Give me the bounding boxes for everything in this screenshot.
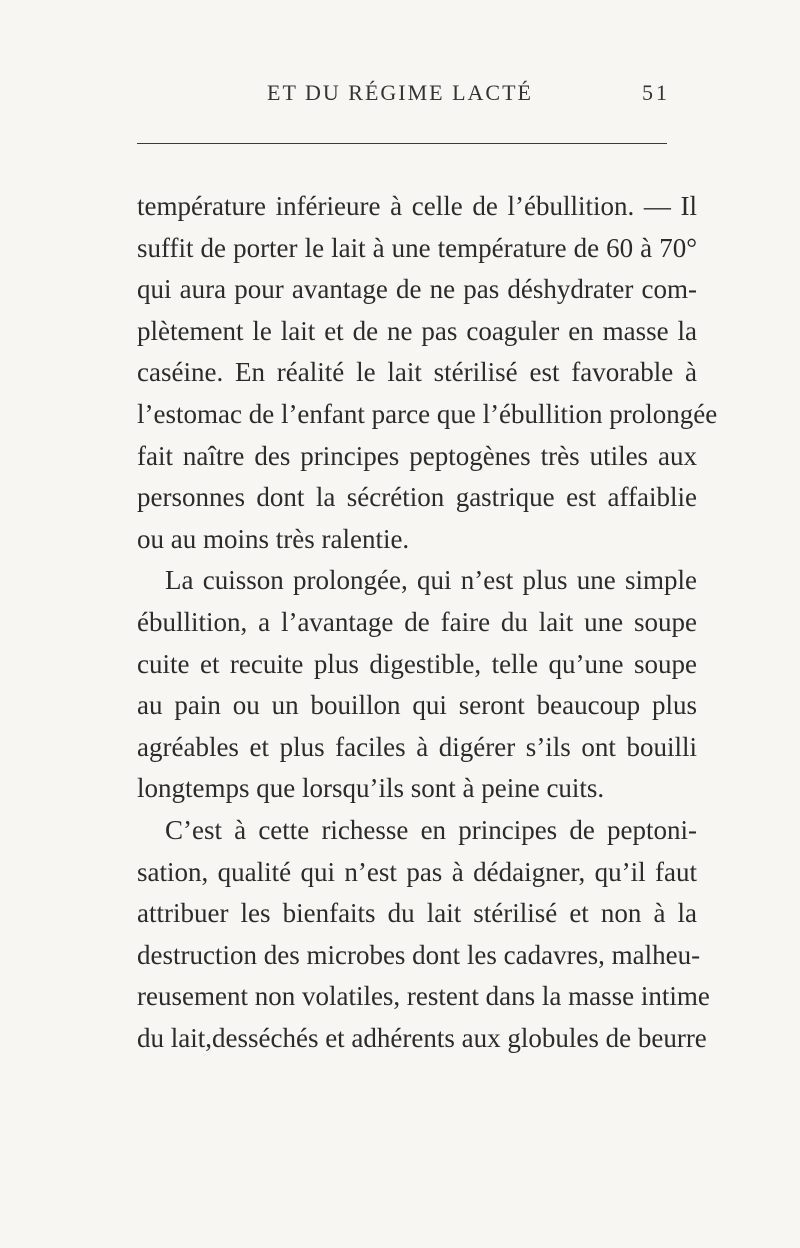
text-line: personnes dont la sécrétion gastrique est affaiblie [137, 482, 697, 513]
text-line: C’est à cette richesse en principes de peptoni- [165, 814, 697, 845]
text-line: cuite et recuite plus digestible, telle qu’une soupe [137, 648, 697, 679]
text-line: agréables et plus faciles à digérer s’ils ont bouilli [137, 731, 697, 762]
page-header [0, 80, 800, 114]
text-line: reusement non volatiles, restent dans la masse intime [137, 981, 710, 1012]
text-line: suffit de porter le lait à une température de 60 à 70° [137, 232, 697, 263]
text-line: sation, qualité qui n’est pas à dédaigner, qu’il faut [137, 856, 697, 887]
running-head: ET DU RÉGIME LACTÉ [267, 80, 533, 105]
text-line: température inférieure à celle de l’ébullition. — Il [137, 191, 697, 221]
text-line: au pain ou un bouillon qui seront beaucoup plus [137, 690, 697, 721]
text-line: plètement le lait et de ne pas coaguler en masse la [137, 315, 697, 346]
text-line: l’estomac de l’enfant parce que l’ébullition prolongée [137, 398, 718, 429]
header-rule [137, 143, 667, 144]
text-line: fait naître des principes peptogènes très utiles aux [137, 440, 697, 471]
page-number: 51 [642, 80, 670, 105]
text-line: attribuer les bienfaits du lait stérilisé et non à la [137, 898, 697, 929]
text-line: longtemps que lorsqu’ils sont à peine cuits. [137, 773, 605, 804]
text-line: qui aura pour avantage de ne pas déshydrater com- [137, 274, 697, 305]
text-line: caséine. En réalité le lait stérilisé est favorable à [137, 357, 697, 388]
text-line: ébullition, a l’avantage de faire du lait une soupe [137, 606, 697, 637]
text-line: du lait,desséchés et adhérents aux globules de beurre [137, 1022, 707, 1053]
text-line: ou au moins très ralentie. [137, 523, 410, 554]
text-line: destruction des microbes dont les cadavres, malheu- [137, 939, 701, 970]
text-line: La cuisson prolongée, qui n’est plus une simple [165, 565, 697, 596]
body-text [137, 186, 718, 1059]
